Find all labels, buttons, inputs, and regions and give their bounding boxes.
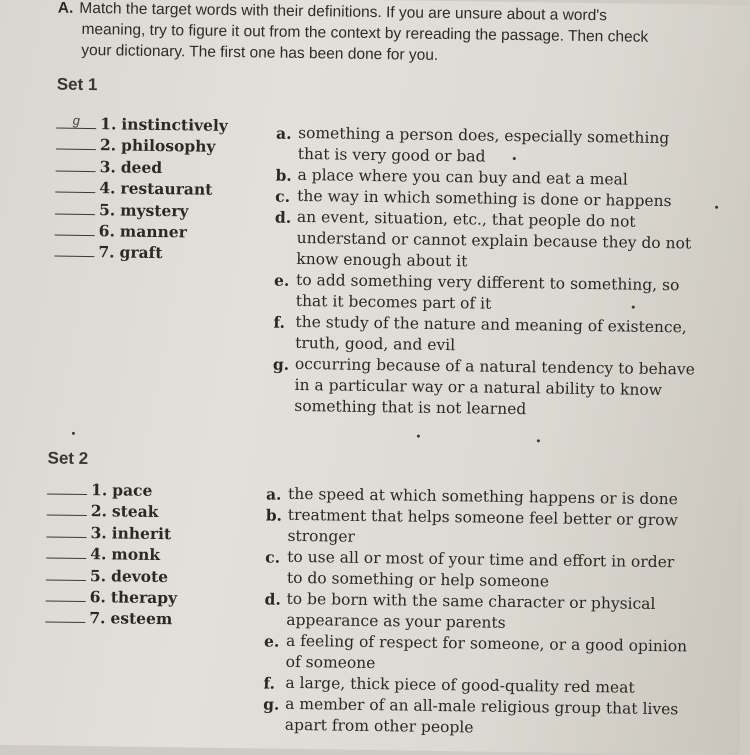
definition-letter: b.	[265, 505, 283, 525]
paper-speck	[715, 206, 718, 209]
definition-text: occurring because of a natural tendency to behave in a particular way or a natural ability to know something that is not learned	[294, 354, 696, 419]
word-number: 5.	[89, 565, 107, 585]
paper-speck	[632, 306, 635, 309]
definition-text: to add something very different to something, so that it becomes part of it	[295, 270, 680, 313]
set1-definition	[274, 270, 715, 318]
definition-letter: e.	[263, 631, 280, 651]
answer-blank[interactable]	[46, 564, 86, 581]
instruction-line-2: meaning, try to figure it out from the context by rereading the passage. Then check	[81, 20, 649, 46]
word-number: 7.	[89, 608, 106, 628]
word-number: 3.	[90, 522, 107, 543]
paper-speck	[417, 435, 420, 438]
target-word: monk	[111, 544, 161, 565]
target-word: steak	[111, 501, 159, 522]
definition-letter: g.	[263, 694, 280, 714]
answer-blank[interactable]	[47, 478, 87, 495]
target-word: instinctively	[121, 114, 228, 135]
instruction-line-1: A. Match the target words with their definitions. If you are unsure about a word's	[57, 0, 608, 25]
target-word: therapy	[110, 587, 178, 608]
set1-definition	[273, 312, 714, 360]
paper-speck	[513, 157, 516, 160]
set2-word-row	[45, 585, 177, 608]
set2-definitions	[263, 484, 716, 742]
word-number: 2.	[90, 501, 108, 521]
answer-blank[interactable]	[55, 198, 95, 215]
set1-word-row	[56, 134, 228, 158]
answer-blank[interactable]	[56, 134, 96, 151]
word-number: 2.	[99, 135, 117, 155]
target-word: esteem	[110, 608, 173, 629]
target-word: philosophy	[120, 135, 216, 157]
word-number: 6.	[89, 587, 106, 607]
set1-word-list	[54, 113, 228, 265]
word-number: 6.	[98, 221, 116, 241]
definition-text: the speed at which something happens or is done	[287, 484, 678, 509]
answer-blank[interactable]	[55, 177, 95, 194]
set1-word-row	[55, 198, 227, 222]
word-number: 3.	[99, 156, 116, 177]
definition-text: treatment that helps someone feel better or grow stronger	[287, 505, 678, 546]
definition-letter: c.	[275, 186, 291, 206]
definition-text: a feeling of respect for someone, or a good opinion of someone	[285, 631, 688, 673]
definition-text: to use all or most of your time and effort in order to do something or help someone	[286, 547, 675, 591]
set2-definition	[264, 631, 715, 679]
definition-letter: b.	[275, 165, 292, 185]
definition-letter: f.	[263, 673, 276, 693]
word-number: 4.	[99, 178, 116, 198]
instruction-letter: A.	[57, 0, 74, 17]
set2-word-row	[46, 543, 178, 566]
word-number: 1.	[91, 480, 108, 500]
set2-word-row	[46, 564, 178, 587]
answer-blank[interactable]	[46, 543, 86, 560]
set1-definitions	[272, 123, 716, 423]
target-word: inherit	[111, 523, 172, 543]
definition-letter: d.	[264, 589, 281, 609]
target-word: manner	[119, 221, 188, 242]
definition-letter: f.	[273, 312, 286, 332]
target-word: restaurant	[120, 178, 213, 199]
definition-text: a large, thick piece of good-quality red meat	[285, 673, 635, 697]
answer-blank[interactable]	[45, 607, 85, 624]
set1-word-row	[55, 220, 227, 244]
target-word: devote	[110, 565, 169, 586]
target-word: graft	[119, 242, 163, 263]
set2-definition	[265, 547, 716, 595]
set1-definition	[274, 207, 715, 276]
paper-speck	[72, 432, 75, 435]
definition-text: a place where you can buy and eat a meal	[297, 165, 628, 189]
set2-title: Set 2	[47, 448, 89, 469]
set2-definition	[264, 589, 715, 637]
definition-text: to be born with the same character or physical appearance as your parents	[286, 589, 656, 632]
answer-blank[interactable]	[56, 155, 96, 172]
definition-letter: d.	[274, 207, 292, 227]
definition-text: a member of an all-male religious group that lives apart from other people	[284, 694, 679, 737]
answer-blank[interactable]	[46, 585, 86, 602]
answer-blank[interactable]	[47, 500, 87, 517]
set1-title: Set 1	[56, 74, 98, 95]
set2-word-row	[47, 478, 179, 501]
set2-definition	[263, 694, 714, 742]
instruction-line-3: your dictionary. The first one has been done for you.	[81, 41, 439, 64]
target-word: pace	[112, 480, 153, 500]
instructions	[57, 0, 698, 70]
set1-word-row	[55, 177, 227, 201]
set2-word-row	[47, 500, 179, 523]
definition-text: something a person does, especially something that is very good or bad	[297, 123, 670, 166]
set2-word-list	[45, 478, 179, 630]
answer-blank[interactable]: g	[56, 113, 96, 130]
set1-word-row	[56, 155, 228, 179]
paper-speck	[537, 439, 540, 442]
definition-text: the way in which something is done or happens	[297, 186, 672, 211]
set2-definition	[265, 505, 716, 553]
set1-word-row	[56, 113, 228, 137]
word-number: 1.	[100, 114, 117, 134]
set1-definition	[272, 354, 713, 423]
definition-letter: c.	[265, 547, 281, 567]
word-number: 4.	[90, 544, 107, 564]
target-word: mystery	[120, 200, 189, 220]
definition-letter: g.	[272, 354, 290, 374]
definition-text: an event, situation, etc., that people do not understand or cannot explain because they do not know enough about it	[296, 207, 692, 271]
definition-letter: e.	[273, 270, 290, 290]
set2-word-row	[45, 607, 177, 630]
answer-blank[interactable]	[55, 220, 95, 237]
definition-letter: a.	[275, 123, 292, 143]
set1-definition	[276, 123, 717, 171]
target-word: deed	[120, 157, 163, 177]
word-number: 7.	[98, 242, 115, 262]
answer-blank[interactable]	[54, 241, 94, 258]
set1-word-row	[54, 241, 226, 265]
definition-letter: a.	[265, 484, 282, 504]
set2-word-row	[46, 521, 178, 544]
answer-blank[interactable]	[46, 521, 86, 538]
definition-text: the study of the nature and meaning of existence, truth, good, and evil	[295, 312, 687, 355]
word-number: 5.	[98, 199, 116, 219]
